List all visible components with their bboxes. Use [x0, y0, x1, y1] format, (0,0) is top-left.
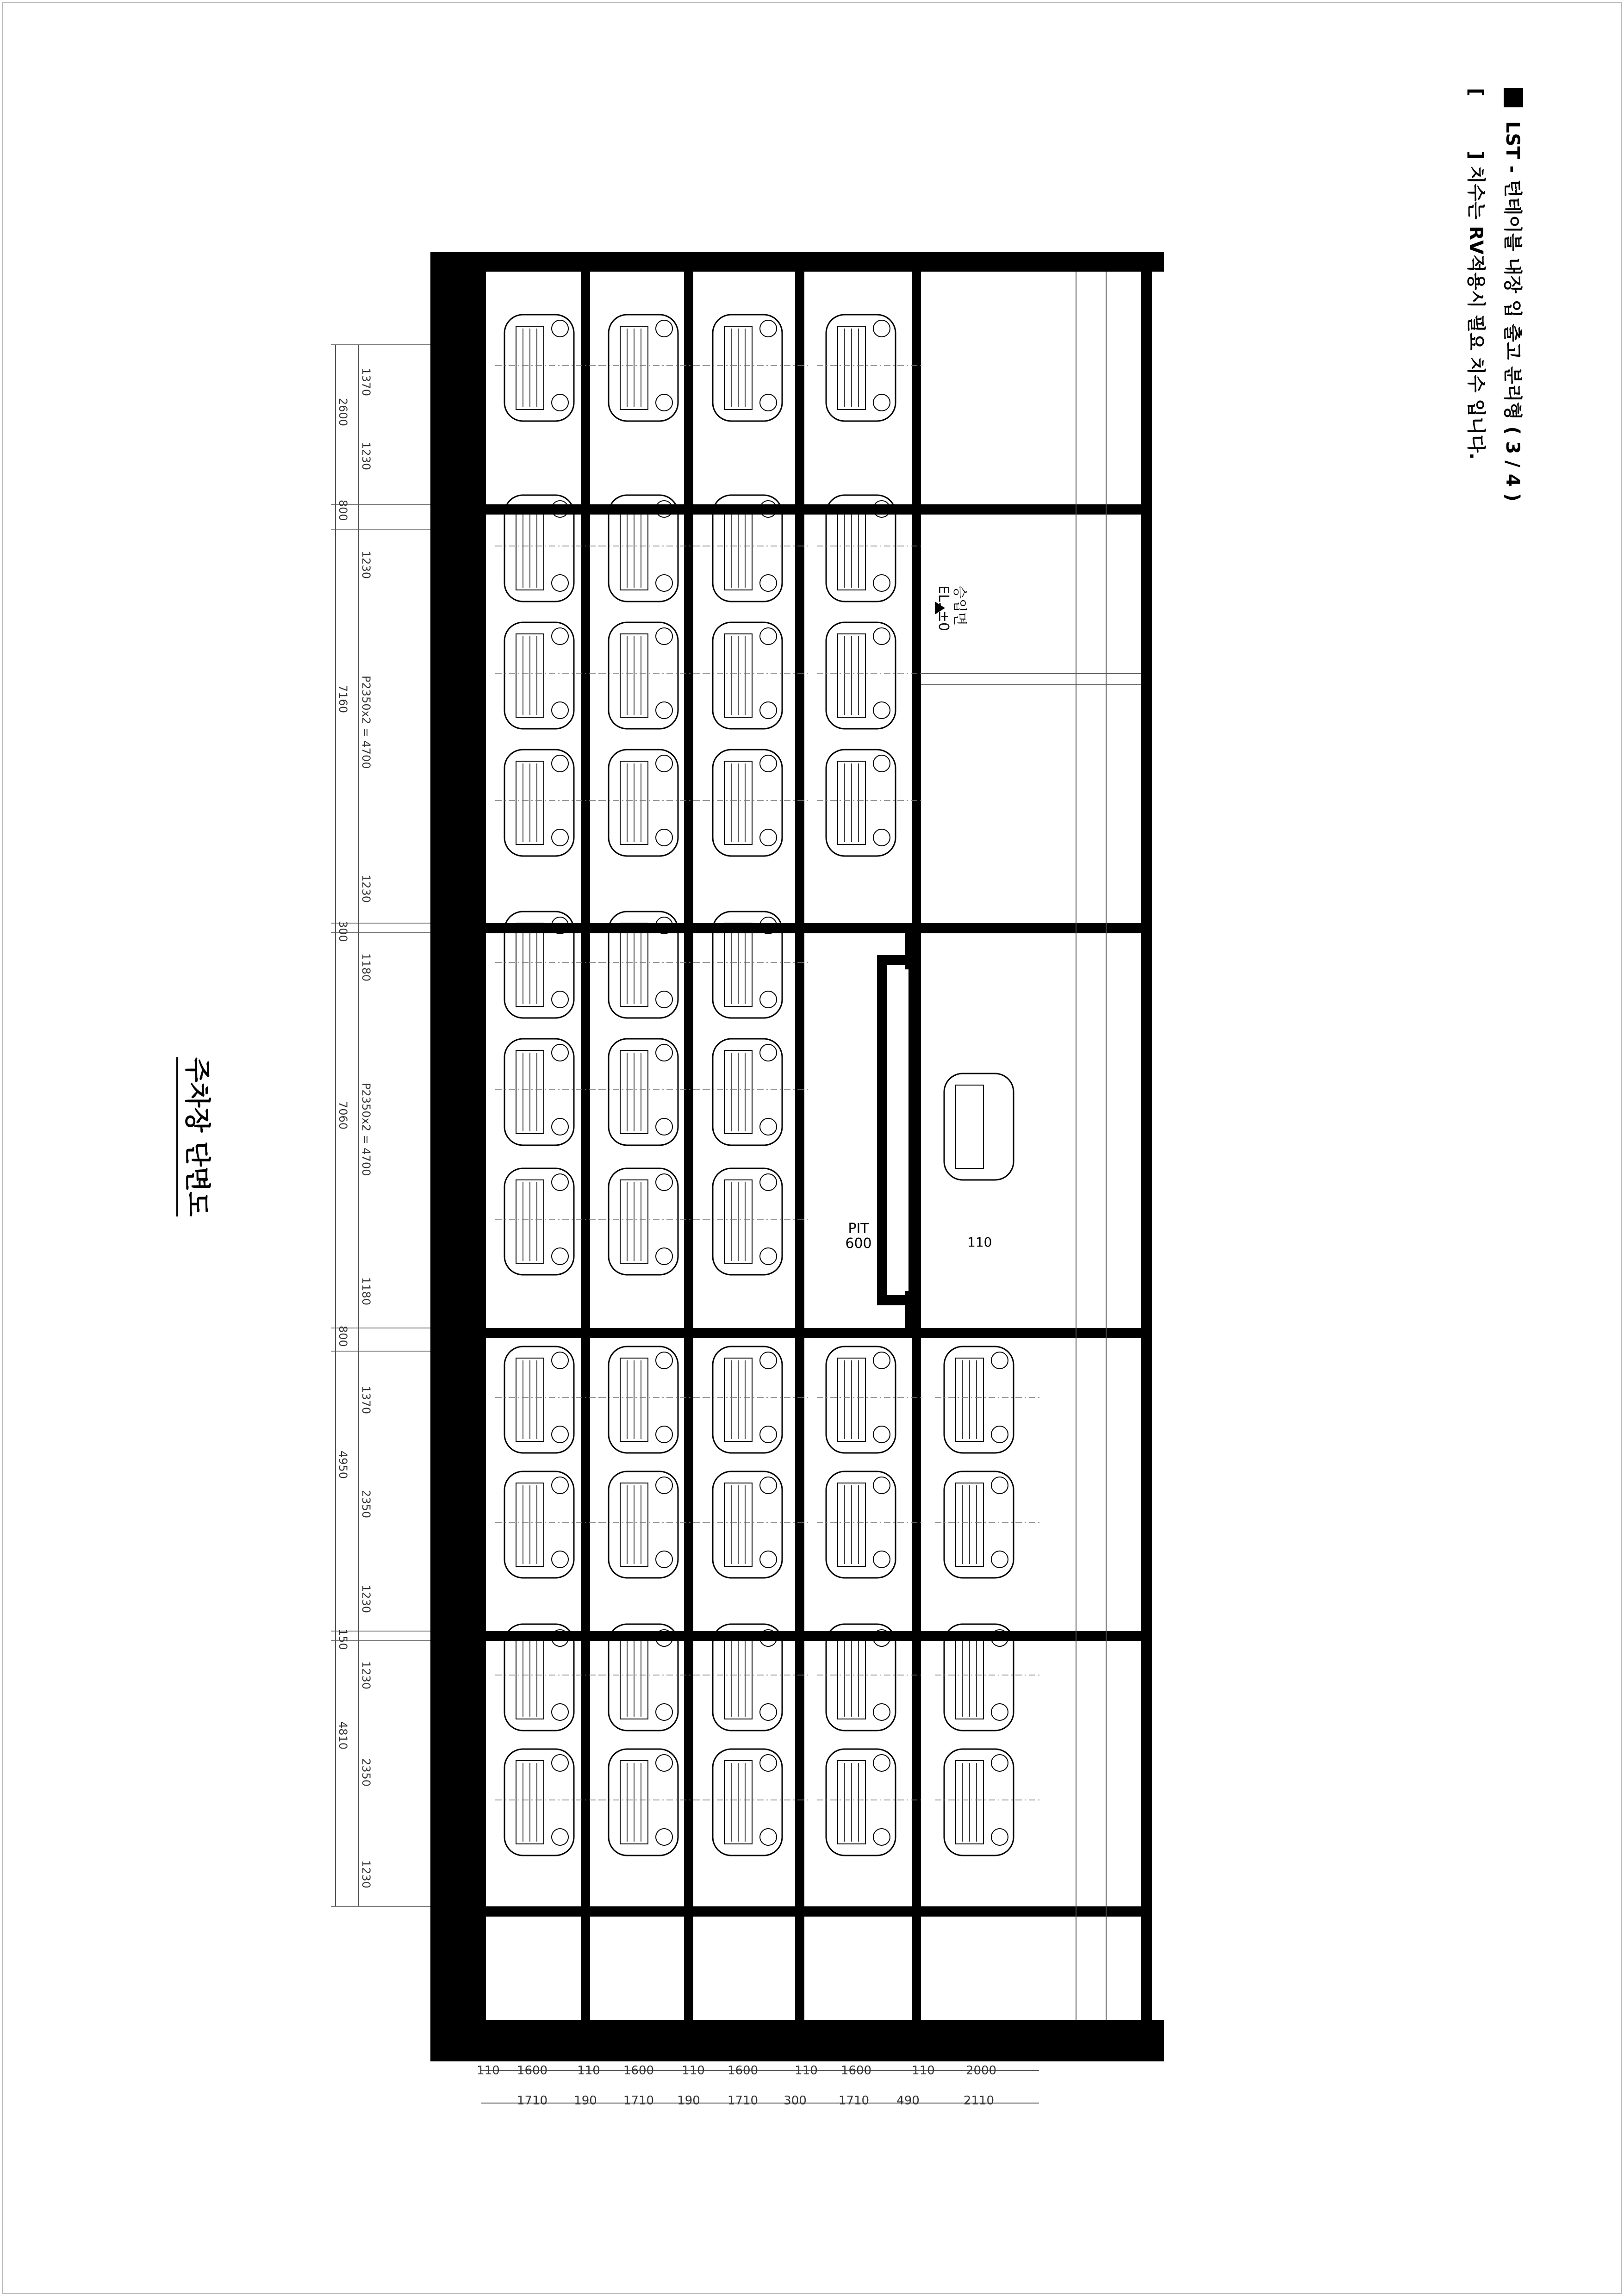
bottom-dimension: 1600 — [840, 2064, 872, 2078]
car-icon — [703, 1471, 810, 1578]
sub-dimension: P2350x2 = 4700 — [360, 676, 373, 769]
floor-slab-4 — [486, 1631, 1143, 1641]
sub-dimension: P2350x2 = 4700 — [360, 1083, 373, 1176]
car-icon — [703, 315, 810, 421]
slab-gap-dimension: 150 — [336, 1629, 349, 1650]
pit-label — [842, 1222, 875, 1251]
car-icon — [703, 1168, 810, 1275]
right-wall — [1141, 264, 1152, 2031]
bottom-dimension: 110 — [682, 2064, 705, 2078]
bottom-dimension: 110 — [912, 2064, 935, 2078]
bottom-dimension: 110 — [477, 2064, 500, 2078]
level-height-dimension: 2600 — [336, 398, 349, 427]
car-icon — [817, 750, 923, 856]
bottom-dimension: 2000 — [965, 2064, 997, 2078]
bottom-dimension: 1710 — [623, 2094, 654, 2108]
sub-dimension: 1230 — [360, 442, 373, 471]
bottom-dimension: 110 — [795, 2064, 818, 2078]
car-icon — [703, 622, 810, 729]
sub-dimension: 1180 — [360, 953, 373, 982]
sub-dimension: 1180 — [360, 1277, 373, 1306]
car-icon — [703, 750, 810, 856]
bottom-dimension: 490 — [896, 2094, 920, 2108]
bottom-dimension: 300 — [784, 2094, 807, 2108]
turntable-pit — [882, 960, 914, 1300]
car-icon — [703, 1347, 810, 1453]
car-icon — [817, 1347, 923, 1453]
sub-dimension: 1370 — [360, 368, 373, 397]
floor-slab-1 — [486, 504, 1143, 515]
bottom-dimension: 190 — [574, 2094, 597, 2108]
sub-dimension: 2350 — [360, 1758, 373, 1787]
car-icon — [817, 1749, 923, 1855]
car-icon — [935, 1347, 1041, 1453]
car-icon — [935, 1471, 1041, 1578]
bottom-dimension: 2110 — [963, 2094, 995, 2108]
column-1 — [581, 268, 590, 2022]
bottom-dimension: 110 — [577, 2064, 600, 2078]
sub-dimension: 1370 — [360, 1386, 373, 1415]
sub-dimension: 1230 — [360, 551, 373, 579]
sub-dimension: 1230 — [360, 1860, 373, 1889]
bottom-dimension: 190 — [677, 2094, 700, 2108]
car-icon — [703, 1749, 810, 1855]
bottom-dimension: 1710 — [727, 2094, 759, 2108]
slab-gap-dimension: 800 — [336, 500, 349, 521]
pit-edge-top — [905, 930, 919, 969]
elevation-label-line2: EL. ±0 — [935, 585, 952, 631]
bottom-dimension: 1710 — [838, 2094, 870, 2108]
level-height-dimension: 7160 — [336, 685, 349, 714]
title-text: LST - 턴테이블 내장 입 출고 분리형 ( 3 / 4 ) — [1502, 121, 1523, 502]
level-height-dimension: 7060 — [336, 1101, 349, 1130]
left-wall — [430, 252, 486, 2061]
sub-dimension: 1230 — [360, 1661, 373, 1690]
pit-gap-dimension: 110 — [967, 1235, 992, 1250]
slab-gap-dimension: 800 — [336, 1326, 349, 1347]
floor-slab-3 — [486, 1328, 1143, 1338]
bottom-slab — [430, 2020, 1164, 2061]
car-icon — [817, 1471, 923, 1578]
pit-edge-bottom — [905, 1291, 919, 1328]
bottom-dimension: 1710 — [516, 2094, 548, 2108]
column-3 — [795, 268, 804, 2022]
sub-dimension: 2350 — [360, 1490, 373, 1519]
sub-dimension: 1230 — [360, 1585, 373, 1613]
turntable-car-icon — [944, 1074, 1014, 1180]
floor-slab-2 — [486, 923, 1143, 933]
note-text: ] 치수는 RV적용시 필요 치수 입니다. — [1465, 151, 1487, 460]
bottom-dimension: 1600 — [727, 2064, 759, 2078]
note-bracket-open: [ — [1465, 88, 1487, 97]
column-2 — [684, 268, 693, 2022]
level-height-dimension: 4950 — [336, 1451, 349, 1479]
bottom-dimension: 1600 — [516, 2064, 548, 2078]
car-icon — [935, 1749, 1041, 1855]
elevation-label-line1: 승입면 — [952, 585, 968, 626]
sub-dimension: 1230 — [360, 875, 373, 903]
floor-slab-5 — [486, 1906, 1143, 1917]
pit-depth-value: 600 — [845, 1235, 872, 1252]
slab-gap-dimension: 300 — [336, 921, 349, 942]
bottom-dimension: 1600 — [623, 2064, 654, 2078]
car-icon — [817, 315, 923, 421]
car-icon — [817, 622, 923, 729]
car-icon — [703, 1039, 810, 1145]
pit-label-text: PIT — [848, 1221, 869, 1237]
section-caption: 주차장 단면도 — [176, 1057, 218, 1216]
level-height-dimension: 4810 — [336, 1721, 349, 1750]
elevation-marker-icon — [935, 602, 945, 614]
